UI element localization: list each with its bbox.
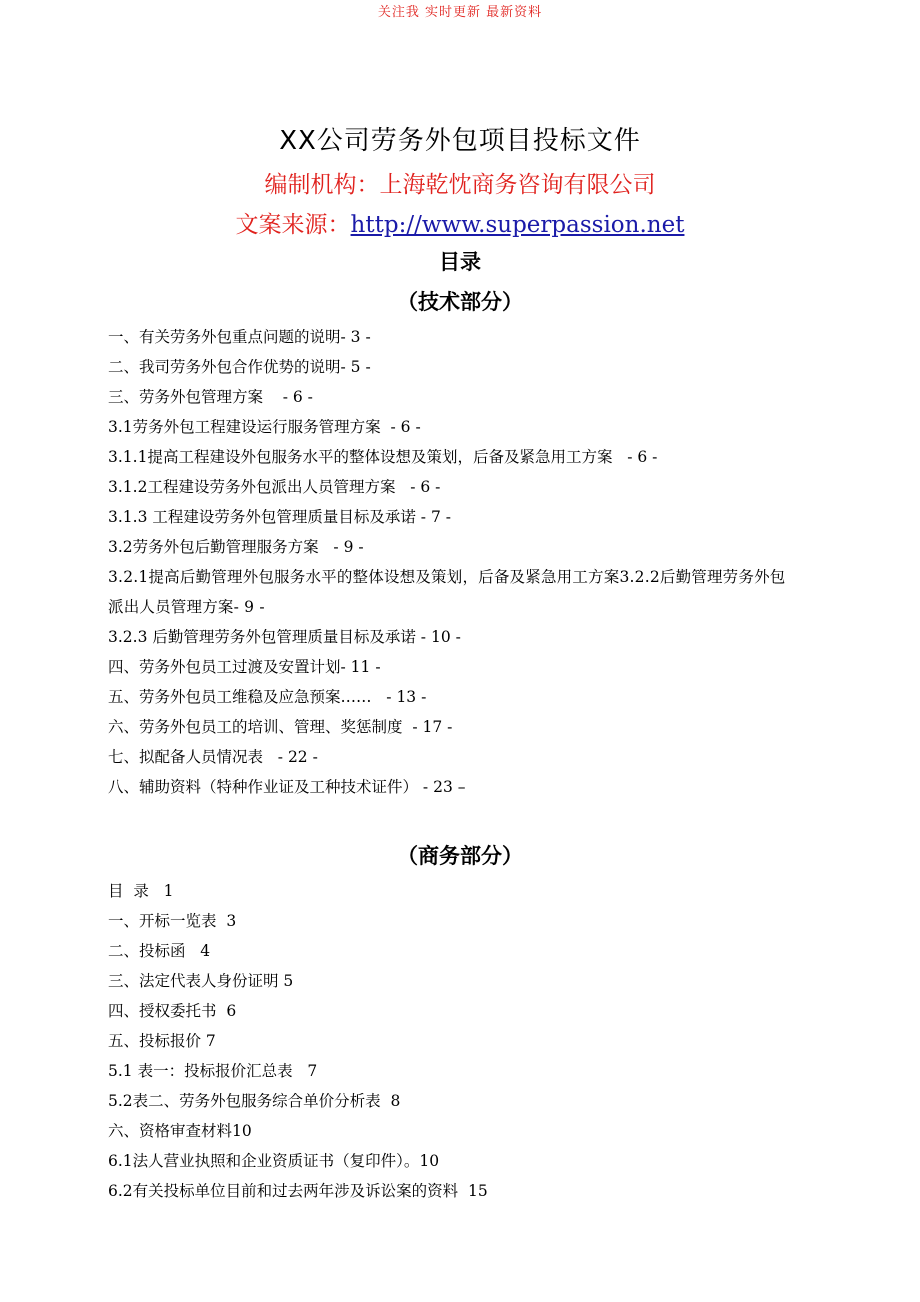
toc-item[interactable]: 八、辅助资料（特种作业证及工种技术证件） - 23 – [108,778,466,796]
source-link[interactable]: http://www.superpassion.net [350,212,685,238]
toc-item[interactable]: 四、授权委托书 6 [108,1002,237,1020]
biz-section-heading: （商务部分） [397,844,523,868]
biz-toc-list [108,876,798,1206]
toc-item[interactable]: 5.2表二、劳务外包服务综合单价分析表 8 [108,1092,401,1110]
toc-item[interactable]: 3.1.2工程建设劳务外包派出人员管理方案 - 6 - [108,478,441,496]
toc-item[interactable]: 四、劳务外包员工过渡及安置计划- 11 - [108,658,381,676]
toc-item[interactable]: 3.1.1提高工程建设外包服务水平的整体设想及策划，后备及紧急用工方案 - 6 - [108,448,658,466]
toc-item[interactable]: 6.2有关投标单位目前和过去两年涉及诉讼案的资料 15 [108,1182,488,1200]
toc-item[interactable]: 目 录 1 [108,882,174,900]
toc-item[interactable]: 3.1.3 工程建设劳务外包管理质量目标及承诺 - 7 - [108,508,451,526]
toc-item[interactable]: 三、劳务外包管理方案 - 6 - [108,388,313,406]
source-label: 文案来源： [235,212,351,238]
top-banner: 关注我 实时更新 最新资料 [377,5,543,20]
toc-item[interactable]: 五、劳务外包员工维稳及应急预案…… - 13 - [108,688,427,706]
toc-heading: 目录 [439,250,481,274]
toc-item[interactable]: 3.2.3 后勤管理劳务外包管理质量目标及承诺 - 10 - [108,628,461,646]
toc-item[interactable]: 3.1劳务外包工程建设运行服务管理方案 - 6 - [108,418,421,436]
toc-item[interactable]: 二、我司劳务外包合作优势的说明- 5 - [108,358,371,376]
tech-section-heading: （技术部分） [397,290,523,314]
compiling-org: 编制机构：上海乾忱商务咨询有限公司 [264,172,656,198]
document-title: XX公司劳务外包项目投标文件 [279,126,641,156]
tech-toc-list [108,322,798,802]
toc-item[interactable]: 六、劳务外包员工的培训、管理、奖惩制度 - 17 - [108,718,453,736]
toc-item[interactable]: 三、法定代表人身份证明 5 [108,972,294,990]
toc-item[interactable]: 5.1 表一：投标报价汇总表 7 [108,1062,318,1080]
toc-item[interactable]: 二、投标函 4 [108,942,211,960]
toc-item[interactable]: 一、有关劳务外包重点问题的说明- 3 - [108,328,371,346]
toc-item[interactable]: 六、资格审查材料10 [108,1122,252,1140]
toc-item[interactable]: 五、投标报价 7 [108,1032,216,1050]
toc-item[interactable]: 3.2劳务外包后勤管理服务方案 - 9 - [108,538,364,556]
toc-item[interactable]: 七、拟配备人员情况表 - 22 - [108,748,318,766]
toc-item[interactable]: 3.2.1提高后勤管理外包服务水平的整体设想及策划，后备及紧急用工方案3.2.2后勤管理劳务外包派出人员管理方案- 9 - [108,568,786,616]
source-line [0,206,920,239]
toc-item[interactable]: 6.1法人营业执照和企业资质证书（复印件）。10 [108,1152,440,1170]
toc-item[interactable]: 一、开标一览表 3 [108,912,237,930]
